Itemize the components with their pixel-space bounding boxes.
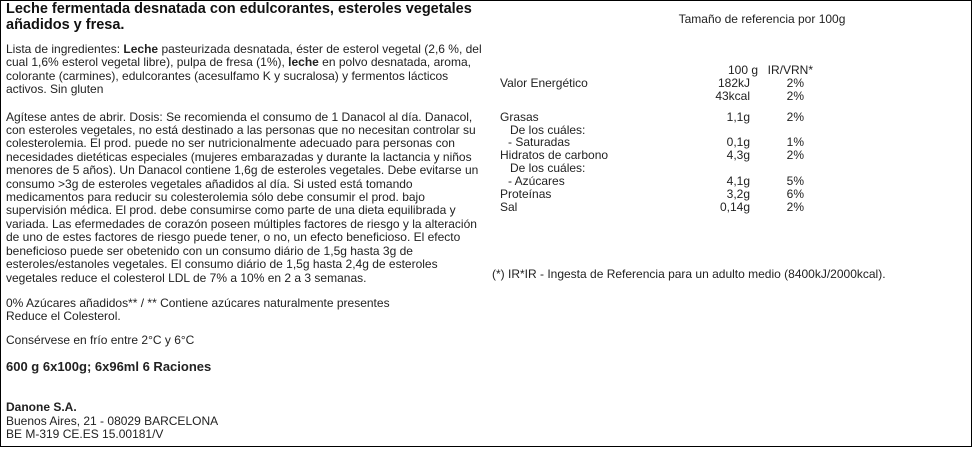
nutrition-row-fat [500,111,940,124]
nutrient-value: 4,1g [726,174,750,189]
company-registry: BE M-319 CE.ES 15.00181/V [6,426,164,441]
nutrient-ir: 5% [786,174,804,189]
nutrient-label: De los cuáles: [510,122,586,137]
sugar-claim: 0% Azúcares añadidos** / ** Contiene azúcares naturalmente presentes [6,295,390,310]
nutrient-label: Proteínas [500,187,552,202]
nutrient-value: 182kJ [717,75,750,90]
ingredients-allergen-1: Leche [123,42,159,56]
nutrient-ir: 2% [786,148,804,163]
nutrient-ir: 1% [786,135,804,150]
nutrient-value: 0,14g [719,199,750,214]
nutrition-row-sugars [500,175,940,188]
nutrient-ir: 2% [786,199,804,214]
nutrient-ir: 2% [786,88,804,103]
nutrition-row-energy-kj [500,77,940,90]
nutrition-row-salt [500,201,940,214]
company-name: Danone S.A. [6,400,77,415]
reference-size-header: Tamaño de referencia por 100g [678,12,846,26]
nutrient-value: 43kcal [715,88,750,103]
nutrient-label: De los cuáles: [510,161,586,176]
ingredients-allergen-2: leche [288,55,319,70]
nutrient-label: Hidratos de carbono [500,148,609,163]
cholesterol-claim: Reduce el Colesterol. [6,309,121,324]
net-quantity: 600 g 6x100g; 6x96ml 6 Raciones [6,359,212,375]
label-left-column [6,1,484,441]
nutrient-label: - Azúcares [508,174,565,189]
company-block [6,401,484,441]
nutrition-footnote: (*) IR*IR - Ingesta de Referencia para un adulto medio (8400kJ/2000kcal). [492,267,886,281]
nutrient-label: Valor Energético [500,75,588,90]
nutrient-ir: 2% [786,109,804,124]
nutrient-ir: 2% [786,75,804,90]
nutrition-header-row [500,64,940,77]
ingredients-text-1: pasteurizada desnatada, éster de esterol vegetal (2,6 %, del cual 1,6% esterol vegetal libre), pulpa de fresa (1%), [6,42,482,70]
nutrient-ir: 6% [786,187,804,202]
col-ir-header: IR/VRN* [767,63,813,77]
nutrient-value: 3,2g [726,187,750,202]
ingredients-list [6,43,484,97]
nutrition-table [500,64,940,214]
nutrient-value: 4,3g [726,148,750,163]
ingredients-label: Lista de ingredientes: [6,42,124,56]
col-100g-header: 100 g [727,63,758,77]
company-address: Buenos Aires, 21 - 08029 BARCELONA [6,413,219,428]
nutrient-value: 1,1g [726,109,750,124]
nutrient-label: Sal [500,199,518,214]
conservation-text: Consérvese en frío entre 2°C y 6°C [6,332,195,347]
warnings-text: Agítese antes de abrir. Dosis: Se recomienda el consumo de 1 Danacol al día. Danacol, con esteroles vegetales, no está destinado a las personas que no necesitan controlar su colesterolemia. El prod. puede no ser nutricionalmente adecuado para personas con necesidades dietéticas especiales (mujeres embarazadas y durante la lactancia y niños menores de 5 años). Un Danacol contiene 1,6g de esteroles vegetales. Debe evitarse un consumo >3g de esteroles vegetales añadidos al día. Si usted está tomando medicamentos para reducir su colesterolemia sólo debe consumir el prod. bajo supervisión médica. El prod. debe consumirse como parte de una dieta equilibrada y variada. Las efermedades de corazón poseen múltiples factores de riesgo y la alteración de uno de estes factores de riesgo puede tener, o no, un efecto beneficioso. El efecto beneficioso puede ser obetenido con un consumo diário de 1,5g hasta 3g de esteroles/estanoles vegetales. El consumo diário de 1,5g hasta 2,4g de esteroles vegetales reduce el colesterol LDL de 7% a 10% en 2 a 3 semanas. [6,109,479,285]
nutrition-row-energy-kcal [500,90,940,103]
ingredients-text-2: en polvo desnatada, aroma, colorante (carmines), edulcorantes (acesulfamo K y sucralosa) y fermentos lácticos activos. Sin gluten [6,55,471,97]
nutrition-row-carbs-sub [500,162,940,175]
nutrition-row-protein [500,188,940,201]
nutrient-label: Grasas [500,109,539,124]
nutrient-label: - Saturadas [508,135,571,150]
nutrient-value: 0,1g [726,135,750,150]
product-title: Leche fermentada desnatada con edulcorantes, esteroles vegetales añadidos y fresa. [6,1,472,33]
